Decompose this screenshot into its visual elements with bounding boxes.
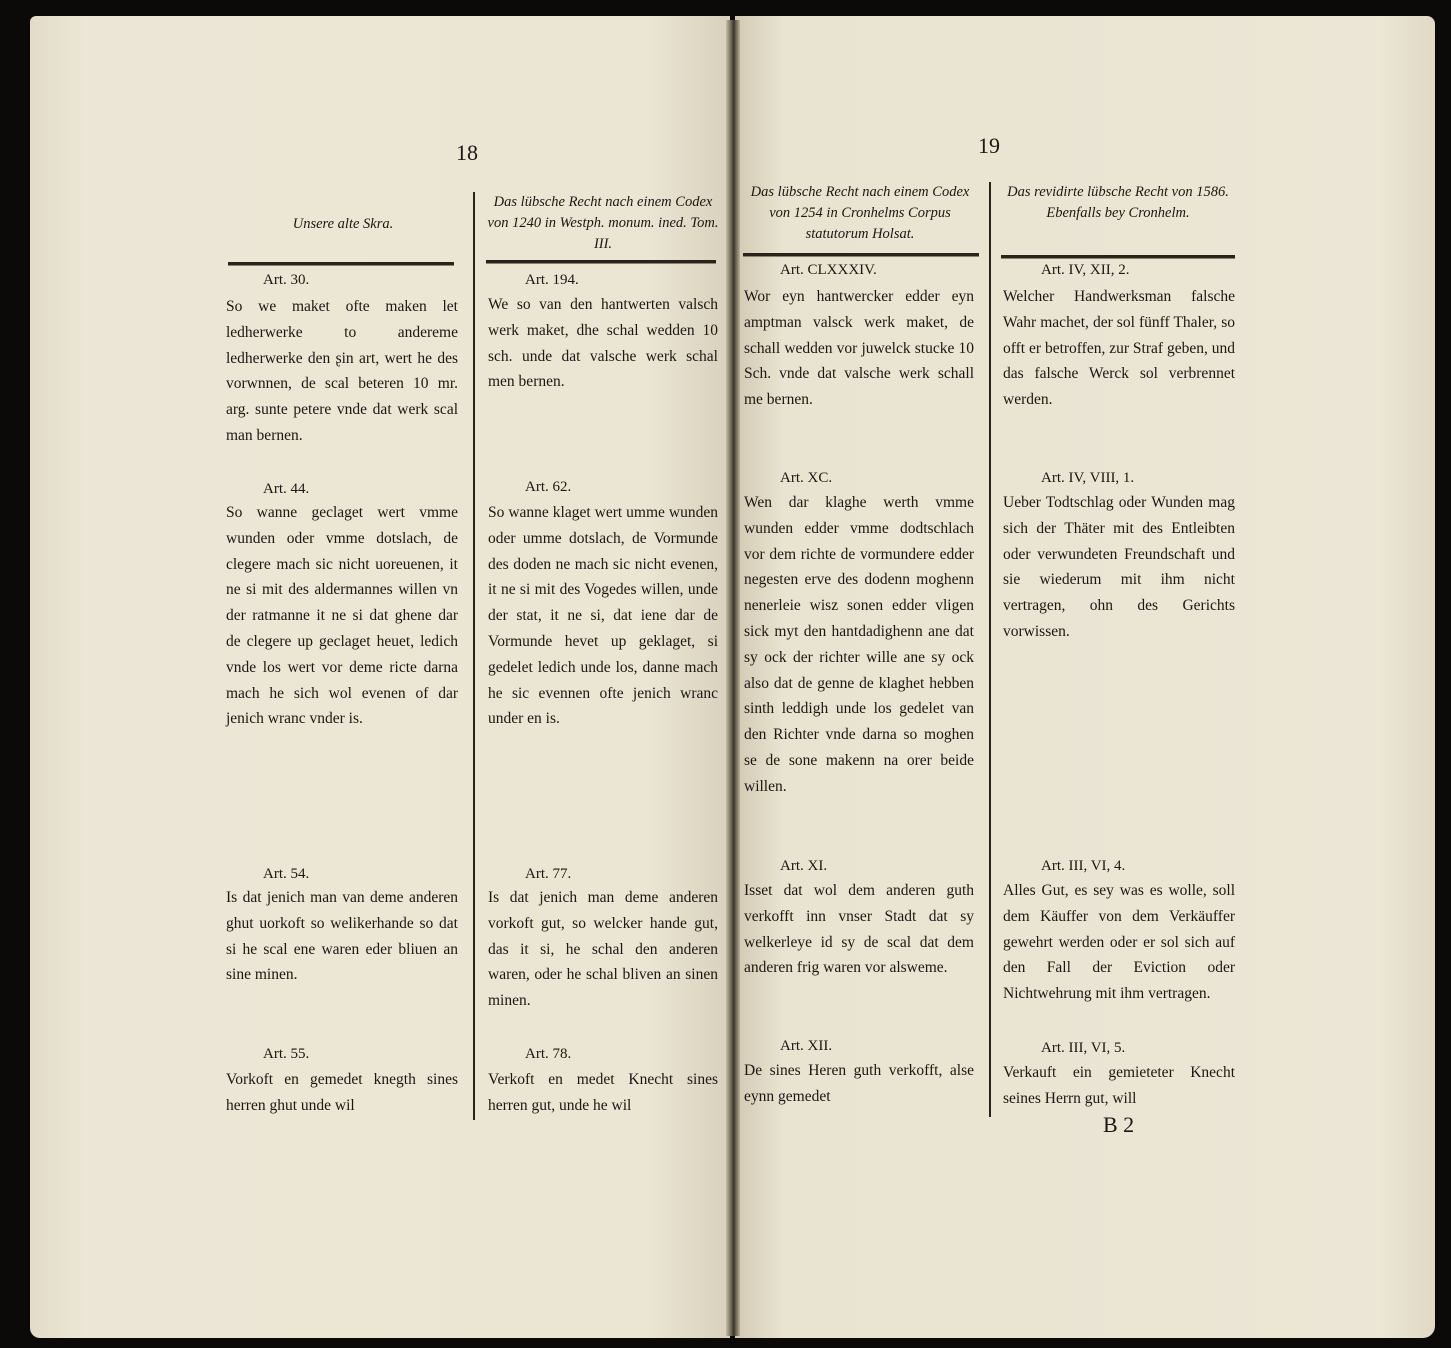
article-text: Wen dar klaghe werth vmme wunden edder vmme dodtschlach vor dem richte de vormundere edder negesten erve des dodenn moghenn nenerleie wisz sonen edder vligen sick myt den hantdadighenn ane dat sy ock der richter wille ane sy ock also dat de genne de klaghet hebben sinth leddigh unde los gedelet van den Richter vnde darna so moghen se de sone makenn na orer beide willen. <box>744 494 974 795</box>
article-text: We so van den hantwerten valsch werk maket, dhe schal wedden 10 sch. unde dat valsche werk schal men bernen. <box>488 296 718 391</box>
page-number-right: 19 <box>978 133 1000 158</box>
book-gutter <box>726 20 740 1336</box>
article-number: Art. XII. <box>780 1038 833 1054</box>
article-number: Art. 55. <box>263 1046 310 1062</box>
signature-mark: B 2 <box>1103 1112 1135 1137</box>
article-text: So wanne geclaget wert vmme wunden oder vmme dotslach, de clegere mach sic nicht uoreuenen, it ne si mit des aldermannes willen vn der ratmanne it ne si dat ghene dar de clegere up geclaget heuet, ledich vnde los wert vor deme ricte darna mach he sich wol evenen of dar jenich wranc vnder is. <box>226 504 458 728</box>
header-rule <box>486 260 716 264</box>
column-divider <box>473 192 475 1120</box>
article-number: Art. CLXXXIV. <box>780 262 877 278</box>
article-text: So we maket ofte maken let ledherwerke to andereme ledherwerke den ʂin art, wert he des vorwnnen, de scal beteren 10 mr. arg. sunte petere vnde dat werk scal man bernen. <box>226 298 458 444</box>
column-header-right-2: Das revidirte lübsche Recht von 1586. Ebenfalls bey Cronhelm. <box>1007 184 1229 221</box>
article-text: Is dat jenich man deme anderen vorkoft gut, so welcker hande gut, das it si, he schal den anderen waren, oder he schal bliven an sinen minen. <box>488 889 718 1010</box>
column-divider <box>989 182 991 1117</box>
article-number: Art. 77. <box>525 866 572 882</box>
article-number: Art. 30. <box>263 272 310 288</box>
article-number: Art. IV, VIII, 1. <box>1041 470 1135 486</box>
article-number: Art. XC. <box>780 470 833 486</box>
article-text: Alles Gut, es sey was es wolle, soll dem Käuffer von dem Verkäuffer gewehrt werden oder er sol sich auf den Fall der Eviction oder Nichtwehrung mit ihm vertragen. <box>1003 882 1235 1003</box>
header-rule <box>743 253 979 257</box>
column-header-right-1: Das lübsche Recht nach einem Codex von 1254 in Cronhelms Corpus statutorum Holsat. <box>750 184 970 242</box>
article-number: Art. III, VI, 4. <box>1041 858 1126 874</box>
article-text: So wanne klaget wert umme wunden oder umme dotslach, de Vormunde des doden ne mach sic nicht evenen, it ne si mit des Vogedes willen, unde der stat, it ne si, dat iene dar de Vormunde hevet up geklaget, si gedelet ledich unde los, danne mach he sic evennen ofte jenich wranc under en is. <box>488 504 718 728</box>
article-number: Art. IV, XII, 2. <box>1041 262 1130 278</box>
page-number-left: 18 <box>456 140 478 165</box>
header-rule <box>228 262 454 266</box>
header-rule <box>1001 255 1235 259</box>
article-number: Art. 194. <box>525 272 579 288</box>
article-text: Vorkoft en gemedet knegth sines herren ghut unde wil <box>226 1071 458 1114</box>
column-header-left-1: Unsere alte Skra. <box>292 216 394 232</box>
article-number: Art. 62. <box>525 479 572 495</box>
article-number: Art. III, VI, 5. <box>1041 1040 1126 1056</box>
article-text: Isset dat wol dem anderen guth verkofft inn vnser Stadt dat sy welkerleye id sy de scal dat dem anderen frig waren vor alsweme. <box>744 882 974 977</box>
article-text: Verkauft ein gemieteter Knecht seines Herrn gut, will <box>1003 1064 1235 1107</box>
column-header-left-2: Das lübsche Recht nach einem Codex von 1240 in Westph. monum. ined. Tom. III. <box>487 194 719 252</box>
article-text: De sines Heren guth verkofft, alse eynn gemedet <box>744 1062 974 1105</box>
article-text: Is dat jenich man van deme anderen ghut uorkoft so welikerhande so dat si he scal ene waren eder bliuen an sine minen. <box>226 889 458 984</box>
article-number: Art. 44. <box>263 481 310 497</box>
article-number: Art. 78. <box>525 1046 572 1062</box>
article-number: Art. XI. <box>780 858 828 874</box>
article-text: Verkoft en medet Knecht sines herren gut, unde he wil <box>488 1071 718 1114</box>
article-number: Art. 54. <box>263 866 310 882</box>
article-text: Wor eyn hantwercker edder eyn amptman valsck werk maket, de schall wedden vor juwelck stucke 10 Sch. vnde dat valsche werk schall me bernen. <box>744 288 974 409</box>
article-text: Welcher Handwerksman falsche Wahr machet, der sol fünff Thaler, so offt er betroffen, zur Straf geben, und das falsche Werck sol verbrennet werden. <box>1003 288 1235 409</box>
article-text: Ueber Todtschlag oder Wunden mag sich der Thäter mit des Entleibten oder verwundeten Freundschaft und sie wiederum mit ihm nicht vertragen, ohn des Gerichts vorwissen. <box>1003 494 1235 640</box>
